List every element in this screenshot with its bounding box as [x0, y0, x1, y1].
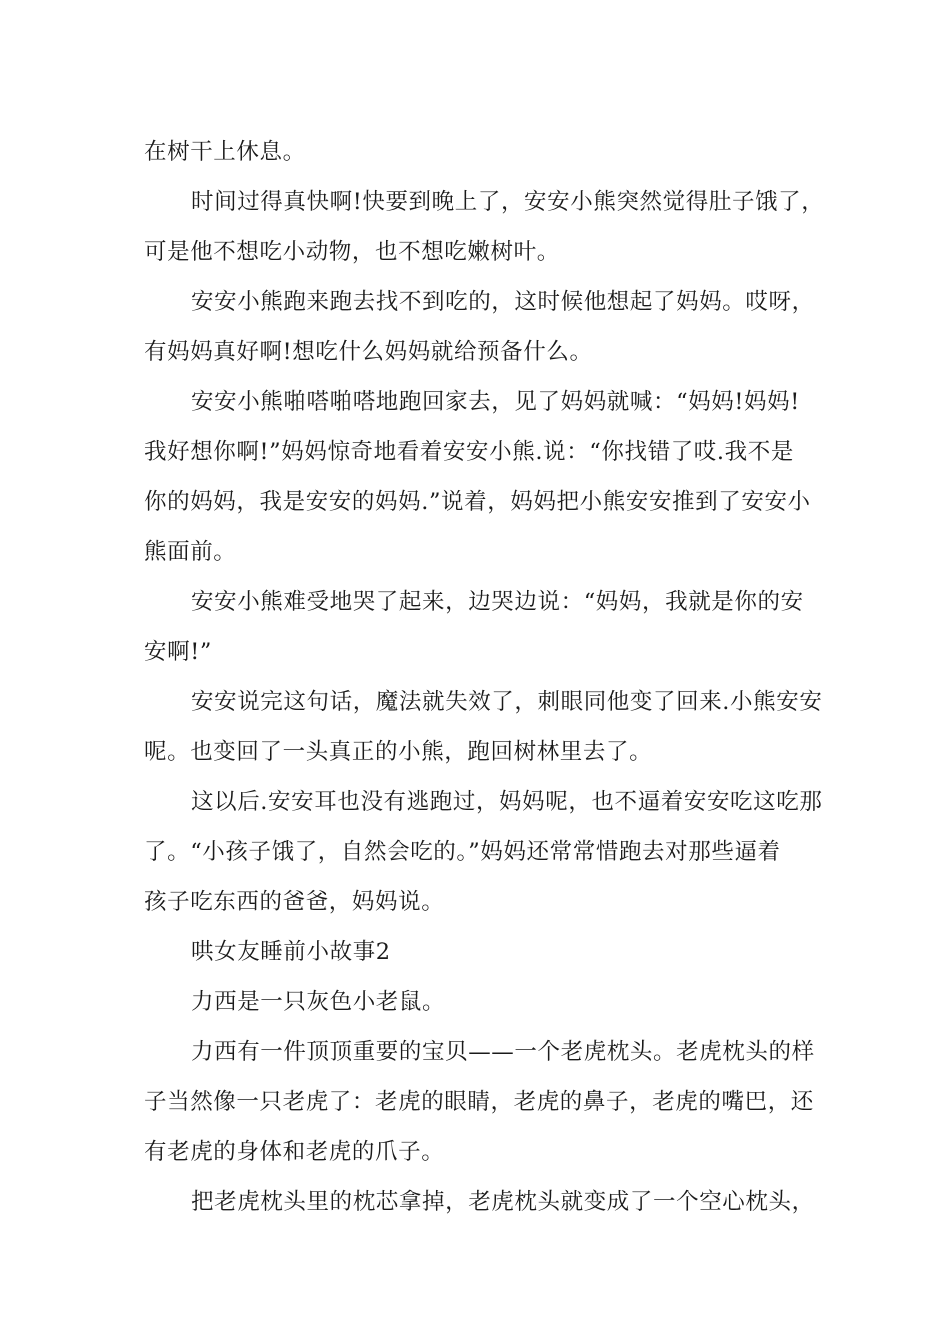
text-line: 安安小熊难受地哭了起来，边哭边说：“妈妈，我就是你的安	[191, 589, 804, 615]
section-heading: 哄女友睡前小故事2	[191, 939, 391, 965]
text-line: 了。“小孩子饿了，自然会吃的。”妈妈还常常惜跑去对那些逼着	[144, 839, 781, 865]
text-line: 安安小熊啪嗒啪嗒地跑回家去，见了妈妈就喊：“妈妈!妈妈!	[191, 389, 800, 415]
text-line: 这以后.安安耳也没有逃跑过，妈妈呢，也不逼着安安吃这吃那	[191, 789, 823, 815]
text-line: 安安说完这句话，魔法就失效了，刺眼同他变了回来.小熊安安	[191, 689, 823, 715]
text-line: 时间过得真快啊!快要到晚上了，安安小熊突然觉得肚子饿了，	[191, 189, 825, 215]
text-line: 力西有一件顶顶重要的宝贝——一个老虎枕头。老虎枕头的样	[191, 1039, 815, 1065]
text-line: 孩子吃东西的爸爸，妈妈说。	[144, 889, 445, 915]
text-line: 在树干上休息。	[144, 139, 306, 165]
text-line: 我好想你啊!”妈妈惊奇地看着安安小熊.说：“你找错了哎.我不是	[144, 439, 794, 465]
text-line: 力西是一只灰色小老鼠。	[191, 989, 446, 1015]
text-line: 安安小熊跑来跑去找不到吃的，这时候他想起了妈妈。哎呀，	[191, 289, 815, 315]
text-line: 熊面前。	[144, 539, 237, 565]
text-line: 你的妈妈，我是安安的妈妈.”说着，妈妈把小熊安安推到了安安小	[144, 489, 811, 515]
text-line: 可是他不想吃小动物，也不想吃嫩树叶。	[144, 239, 560, 265]
story-text-block	[144, 127, 825, 1227]
text-line: 有老虎的身体和老虎的爪子。	[144, 1139, 445, 1165]
text-line: 安啊!”	[144, 639, 212, 665]
text-line: 子当然像一只老虎了：老虎的眼睛，老虎的鼻子，老虎的嘴巴，还	[144, 1089, 814, 1115]
text-line: 呢。也变回了一头真正的小熊，跑回树林里去了。	[144, 739, 653, 765]
text-line: 有妈妈真好啊!想吃什么妈妈就给预备什么。	[144, 339, 593, 365]
text-line: 把老虎枕头里的枕芯拿掉，老虎枕头就变成了一个空心枕头，	[191, 1189, 815, 1215]
